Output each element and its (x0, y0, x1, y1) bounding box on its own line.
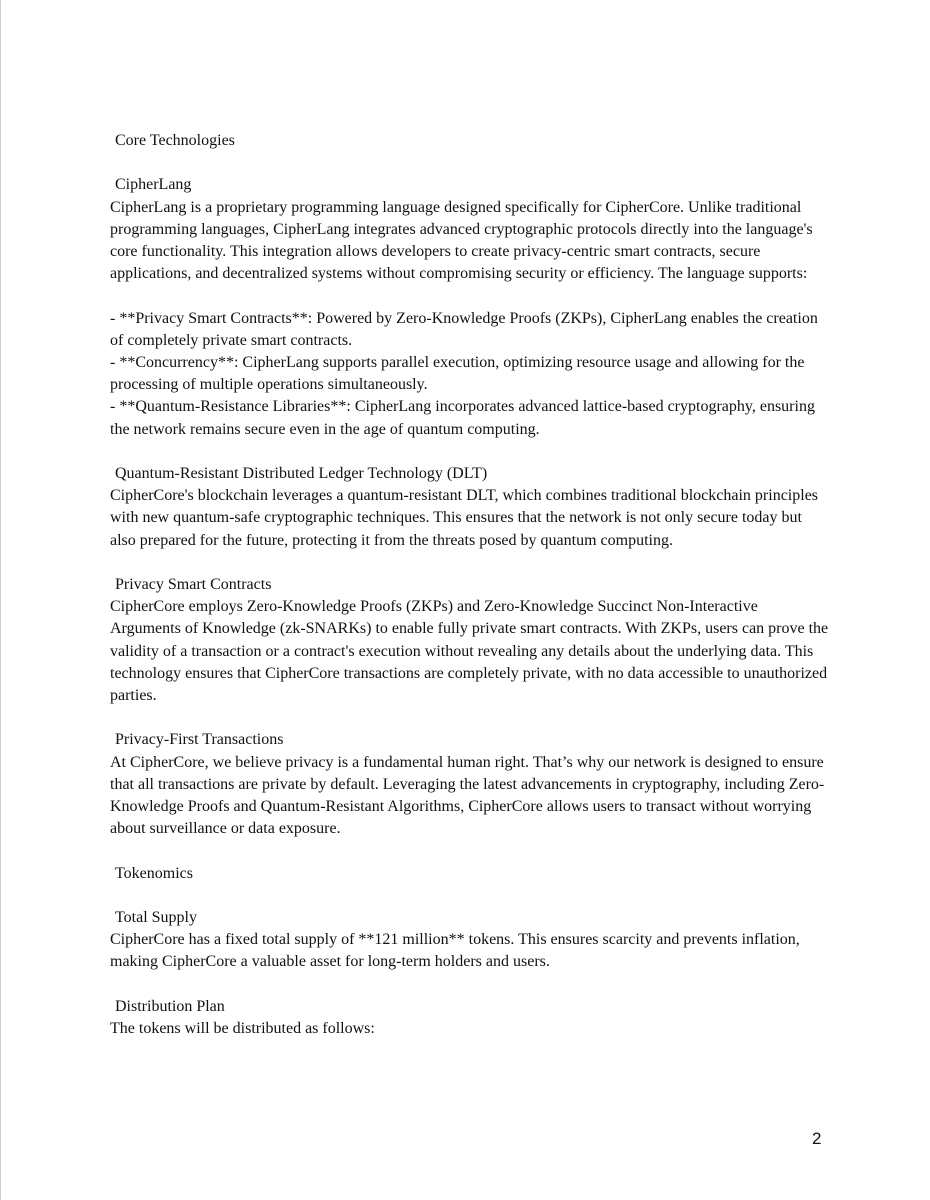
section-heading-core-technologies: Core Technologies (115, 132, 235, 149)
spacer (110, 152, 830, 174)
spacer (110, 552, 830, 574)
list-item: - **Quantum-Resistance Libraries**: CipherLang incorporates advanced lattice-based cryptography, ensuring the network remains secure even in the age of quantum computing. (110, 398, 815, 438)
spacer (110, 285, 830, 307)
paragraph-distribution-plan: The tokens will be distributed as follows: (110, 1020, 375, 1037)
subheading-distribution-plan: Distribution Plan (115, 997, 225, 1015)
spacer (110, 707, 830, 729)
list-item: - **Privacy Smart Contracts**: Powered by Zero-Knowledge Proofs (ZKPs), CipherLang enables the creation of completely private smart contracts. (110, 309, 818, 349)
paragraph-dlt: CipherCore's blockchain leverages a quantum-resistant DLT, which combines traditional blockchain principles with new quantum-safe cryptographic techniques. This ensures that the network is not only secure today but also prepared for the future, protecting it from the threats posed by quantum computing. (110, 487, 819, 549)
page-edge (0, 0, 1, 1200)
feature-list (110, 308, 830, 441)
subheading-total-supply: Total Supply (115, 909, 197, 926)
section-heading-tokenomics: Tokenomics (115, 864, 193, 882)
spacer (110, 441, 830, 463)
subheading-cipherlang: CipherLang (115, 176, 192, 194)
paragraph-cipherlang: CipherLang is a proprietary programming language designed specifically for CipherCore. Unlike traditional programming languages, CipherLang integrates advanced cryptographic protocols directly into the language's core functionality. This integration allows developers to create privacy-centric smart contracts, secure applications, and decentralized systems without compromising security or efficiency. The language supports: (110, 198, 813, 283)
paragraph-total-supply: CipherCore has a fixed total supply of **121 million** tokens. This ensures scarcity and prevents inflation, making CipherCore a valuable asset for long-term holders and users. (110, 931, 800, 971)
subheading-privacy-first-transactions: Privacy-First Transactions (115, 731, 284, 749)
spacer (110, 885, 830, 907)
subheading-privacy-smart-contracts: Privacy Smart Contracts (115, 576, 272, 593)
spacer (110, 840, 830, 862)
spacer (110, 974, 830, 996)
paragraph-privacy-first-transactions: At CipherCore, we believe privacy is a fundamental human right. That’s why our network is designed to ensure that all transactions are private by default. Leveraging the latest advancements in cryptography, including Zero-Knowledge Proofs and Quantum-Resistant Algorithms, CipherCore allows users to transact without worrying about surveillance or data exposure. (110, 753, 825, 838)
page-number: 2 (812, 1129, 822, 1148)
subheading-dlt: Quantum-Resistant Distributed Ledger Technology (DLT) (115, 465, 488, 482)
document-body (110, 130, 830, 1040)
paragraph-privacy-smart-contracts: CipherCore employs Zero-Knowledge Proofs (ZKPs) and Zero-Knowledge Succinct Non-Interactive Arguments of Knowledge (zk-SNARKs) to enable fully private smart contracts. With ZKPs, users can prove the validity of a transaction or a contract's execution without revealing any details about the underlying data. This technology ensures that CipherCore transactions are completely private, with no data accessible to unauthorized parties. (110, 598, 829, 705)
list-item: - **Concurrency**: CipherLang supports parallel execution, optimizing resource usage and allowing for the processing of multiple operations simultaneously. (110, 354, 805, 394)
